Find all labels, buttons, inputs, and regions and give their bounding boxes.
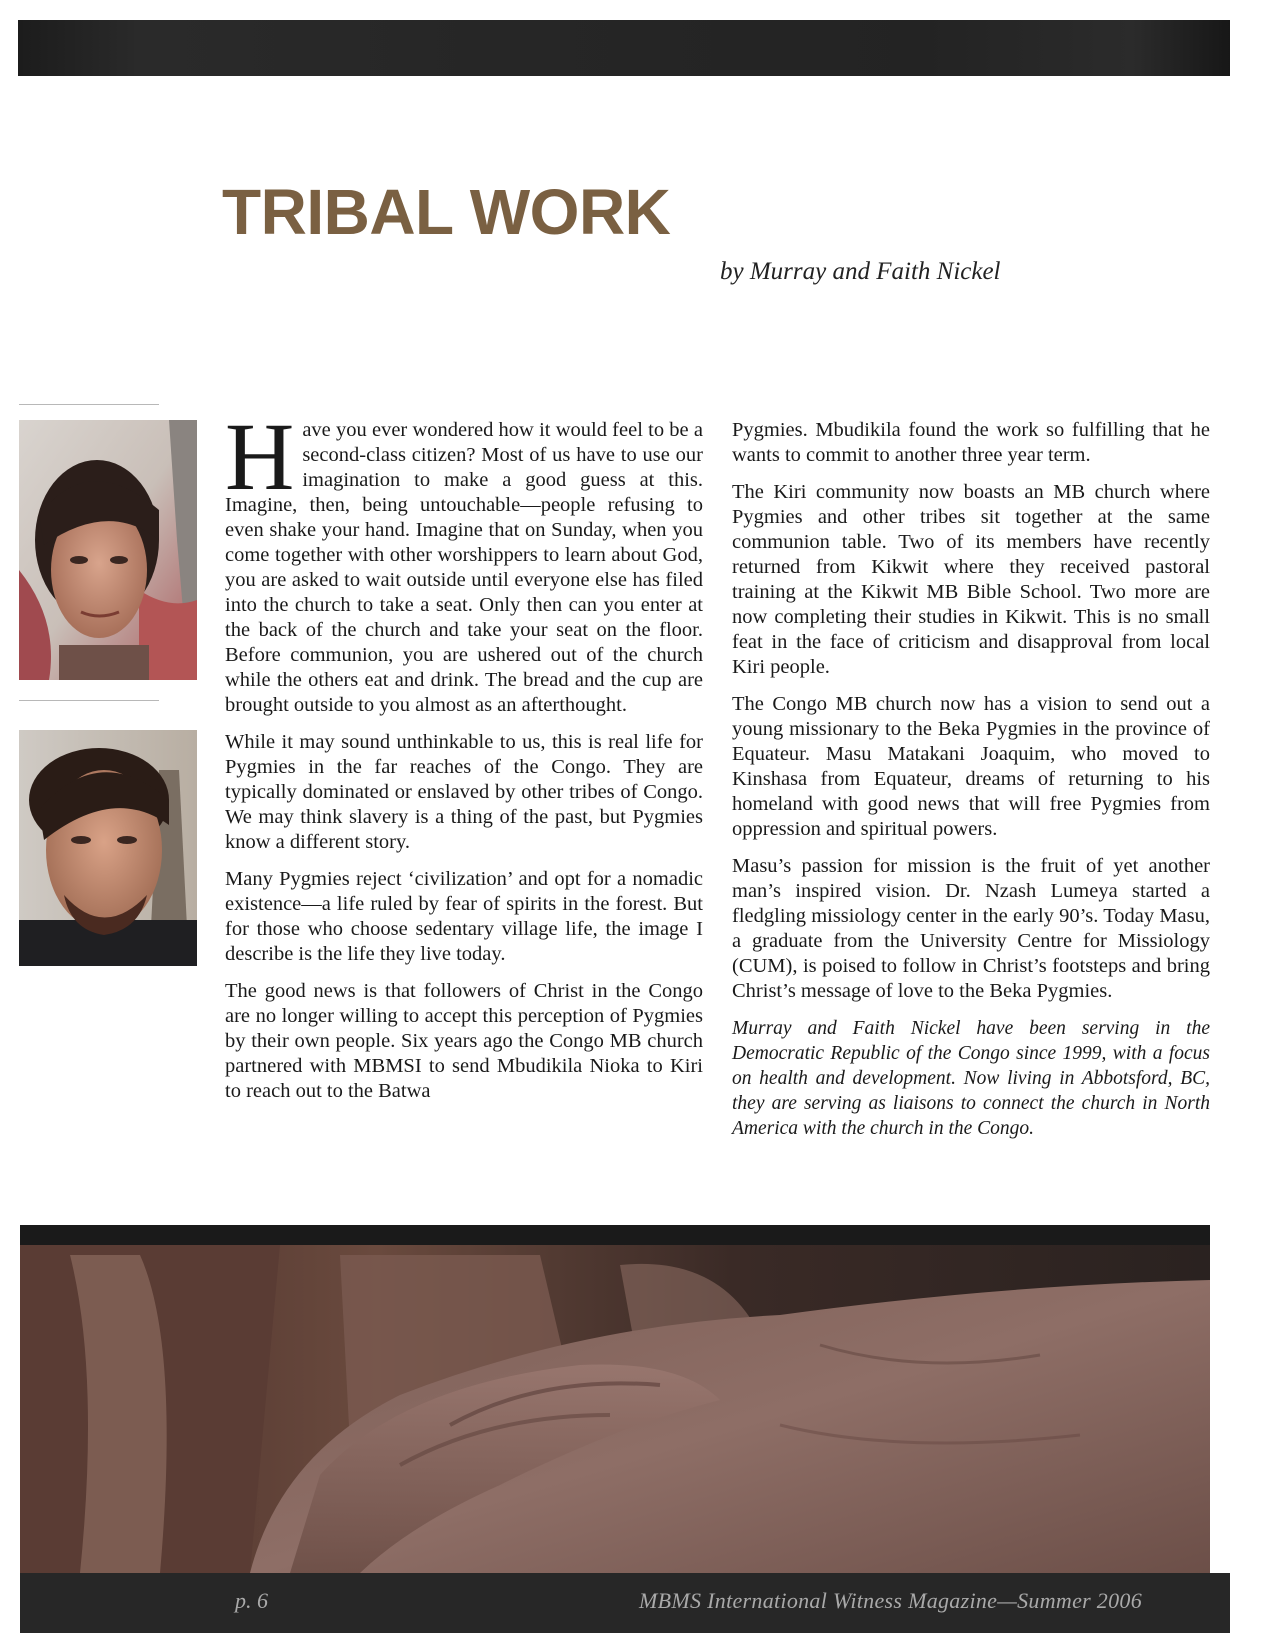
article-paragraph: Many Pygmies reject ‘civilization’ and opt for a nomadic existence—a life ruled by fear of spirits in the forest. But for those who choose sedentary village life, the image I describe is the life they live today. (225, 868, 703, 965)
photo-divider (19, 700, 159, 701)
article-paragraph: The Kiri community now boasts an MB church where Pygmies and other tribes sit together at the same communion table. Two of its members have recently returned from Kikwit where they received pastoral training at the Kikwit MB Bible School. Two more are now completing their studies in Kikwit. This is no small feat in the face of criticism and disapproval from local Kiri people. (732, 481, 1210, 678)
article-paragraph: The Congo MB church now has a vision to send out a young missionary to the Beka Pygmies in the province of Equateur. Masu Matakani Joaquim, who moved to Kinshasa from Equateur, dreams of returning to his homeland with good news that will free Pygmies from oppression and spiritual powers. (732, 693, 1210, 840)
drop-cap: H (225, 403, 295, 510)
article-paragraph: While it may sound unthinkable to us, this is real life for Pygmies in the far reaches of the Congo. They are typically dominated or enslaved by other tribes of Congo. We may think slavery is a thing of the past, but Pygmies know a different story. (225, 731, 703, 853)
magazine-issue: MBMS International Witness Magazine—Summer 2006 (639, 1588, 1142, 1613)
top-banner-bar (18, 20, 1230, 76)
paragraph-text: ave you ever wondered how it would feel to be a second-class citizen? Most of us have to use our imagination to make a good guess at this. Imagine, then, being untouchable—people refusing to even shake your hand. Imagine that on Sunday, when you come together with other worshippers to learn about God, you are asked to wait outside until everyone else has filed into the church to take a seat. Only then can you enter at the back of the church and take your seat on the floor. Before communion, you are ushered out of the church while the others eat and drink. The bread and the cup are brought outside to you almost as an afterthought. (225, 419, 703, 716)
article-paragraph: Pygmies. Mbudikila found the work so fulfilling that he wants to commit to another three year term. (732, 419, 1210, 466)
photo-divider (19, 404, 159, 405)
article-byline: by Murray and Faith Nickel (720, 258, 1001, 285)
author-bio: Murray and Faith Nickel have been serving in the Democratic Republic of the Congo since 1999, with a focus on health and development. Now living in Abbotsford, BC, they are serving as liaisons to connect the church in North America with the church in the Congo. (732, 1018, 1210, 1139)
footer-bar (20, 1573, 1230, 1633)
article-column-left (225, 403, 703, 1116)
author-photo-faith (19, 420, 197, 680)
article-column-right (732, 418, 1210, 1153)
page-number: p. 6 (235, 1588, 268, 1613)
article-title: TRIBAL WORK (222, 176, 671, 248)
article-paragraph (225, 403, 703, 718)
article-paragraph: Masu’s passion for mission is the fruit of yet another man’s inspired vision. Dr. Nzash Lumeya started a fledgling missiology center in the early 90’s. Today Masu, a graduate from the University Centre for Missiology (CUM), is poised to follow in Christ’s footsteps and bring Christ’s message of love to the Beka Pygmies. (732, 855, 1210, 1002)
author-photo-murray (19, 730, 197, 966)
hands-photo (20, 1225, 1210, 1573)
article-paragraph: The good news is that followers of Christ in the Congo are no longer willing to accept this perception of Pygmies by their own people. Six years ago the Congo MB church partnered with MBMSI to send Mbudikila Nioka to Kiri to reach out to the Batwa (225, 980, 703, 1102)
